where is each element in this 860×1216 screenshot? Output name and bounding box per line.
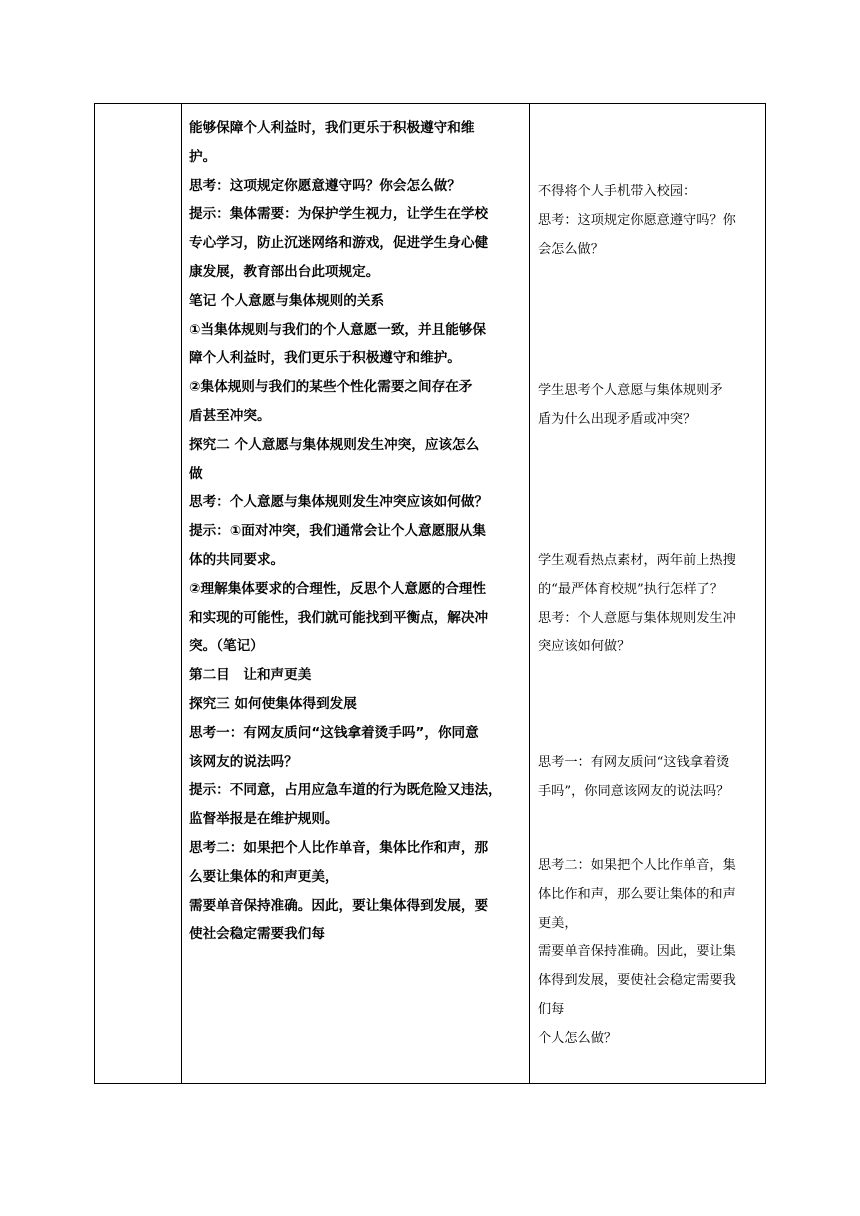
content-line: 提示：①面对冲突，我们通常会让个人意愿服从集 bbox=[189, 523, 486, 540]
activity-line: 需要单音保持准确。因此，要让集 bbox=[538, 944, 736, 960]
activity-line: 体得到发展，要使社会稳定需要我 bbox=[538, 973, 736, 989]
activity-line: 更美， bbox=[538, 915, 578, 931]
activity-block bbox=[538, 852, 736, 1054]
activity-line: 的“最严体育校规”执行怎样了？ bbox=[538, 581, 723, 597]
content-line: 监督举报是在维护规则。 bbox=[189, 811, 339, 828]
content-line: 思考一：有网友质问“这钱拿着烫手吗”，你同意 bbox=[189, 724, 479, 741]
activity-line: 不得将个人手机带入校园： bbox=[538, 184, 697, 199]
teaching-content-cell bbox=[182, 104, 529, 949]
activity-block bbox=[538, 377, 723, 435]
content-line: ②理解集体要求的合理性，反思个人意愿的合理性 bbox=[189, 580, 486, 597]
content-line: 能够保障个人利益时，我们更乐于积极遵守和维 bbox=[189, 120, 475, 136]
content-line: ②集体规则与我们的某些个性化需要之间存在矛 bbox=[189, 379, 473, 396]
content-line: 思考：这项规定你愿意遵守吗？你会怎么做？ bbox=[189, 177, 461, 194]
activity-line: 学生思考个人意愿与集体规则矛 bbox=[538, 383, 723, 398]
activity-line: 们每 bbox=[538, 1001, 565, 1017]
content-line: 使社会稳定需要我们每 bbox=[189, 926, 325, 943]
content-line: 需要单音保持准确。因此，要让集体得到发展，要 bbox=[189, 897, 489, 914]
activity-line: 手吗”，你同意该网友的说法吗？ bbox=[538, 783, 730, 799]
content-line: 盾甚至冲突。 bbox=[189, 407, 271, 424]
content-line: 该网友的说法吗？ bbox=[189, 753, 298, 770]
activity-line: 个人怎么做？ bbox=[538, 1030, 618, 1046]
content-line: 提示：不同意，占用应急车道的行为既危险又违法， bbox=[189, 782, 502, 799]
activity-block bbox=[538, 178, 736, 264]
activity-line: 体比作和声，那么要让集体的和声 bbox=[538, 886, 736, 902]
activity-line: 突应该如何做？ bbox=[538, 639, 631, 655]
lesson-table bbox=[94, 103, 766, 1084]
content-line: 做 bbox=[189, 465, 203, 482]
content-line: 思考：个人意愿与集体规则发生冲突应该如何做？ bbox=[189, 494, 489, 511]
activity-line: 盾为什么出现矛盾或冲突？ bbox=[538, 411, 697, 427]
content-line: 笔记 个人意愿与集体规则的关系 bbox=[189, 292, 385, 309]
activity-line: 思考二：如果把个人比作单音，集 bbox=[538, 858, 736, 873]
content-line: ①当集体规则与我们的个人意愿一致，并且能够保 bbox=[189, 321, 486, 338]
content-line: 障个人利益时，我们更乐于积极遵守和维护。 bbox=[189, 350, 461, 367]
activity-line: 会怎么做？ bbox=[538, 241, 604, 257]
content-line: 突。（笔记） bbox=[189, 638, 264, 655]
activity-line: 思考：个人意愿与集体规则发生冲 bbox=[538, 610, 736, 626]
content-line: 和实现的可能性，我们就可能找到平衡点，解决冲 bbox=[189, 609, 489, 626]
content-line: 探究二 个人意愿与集体规则发生冲突，应该怎么 bbox=[189, 436, 480, 453]
content-line: 护。 bbox=[189, 148, 217, 165]
activity-line: 学生观看热点素材，两年前上热搜 bbox=[538, 553, 736, 568]
content-line: 康发展，教育部出台此项规定。 bbox=[189, 263, 380, 280]
content-line: 提示：集体需要：为保护学生视力，让学生在学校 bbox=[189, 206, 489, 223]
activity-block bbox=[538, 547, 736, 662]
content-line: 思考二：如果把个人比作单音，集体比作和声，那 bbox=[189, 839, 489, 856]
content-line: 专心学习，防止沉迷网络和游戏，促进学生身心健 bbox=[189, 235, 489, 252]
activity-line: 思考：这项规定你愿意遵守吗？你 bbox=[538, 212, 736, 228]
content-line: 探究三 如何使集体得到发展 bbox=[189, 695, 357, 712]
content-line: 第二目 让和声更美 bbox=[189, 667, 312, 684]
activity-block bbox=[538, 749, 729, 807]
activity-line: 思考一：有网友质问“这钱拿着烫 bbox=[538, 755, 730, 770]
column-divider bbox=[529, 104, 530, 1083]
content-line: 体的共同要求。 bbox=[189, 551, 285, 568]
content-line: 么要让集体的和声更美， bbox=[189, 868, 339, 885]
